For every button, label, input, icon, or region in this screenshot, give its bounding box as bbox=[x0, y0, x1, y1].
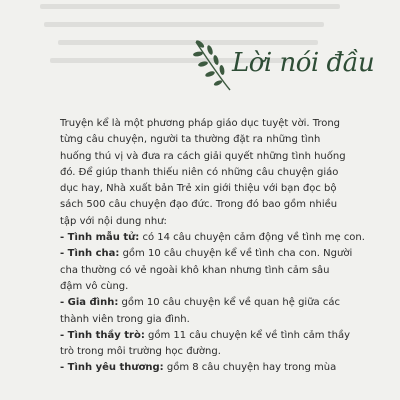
topic-label: - Tình cha: bbox=[60, 248, 120, 260]
text-line: từng câu chuyện, người ta thường đặt ra những tình bbox=[60, 134, 321, 146]
intro-paragraph bbox=[60, 116, 360, 230]
text-line: có 14 câu chuyện cảm động về tình mẹ con. bbox=[139, 232, 365, 244]
topic-item-gia-dinh bbox=[60, 295, 360, 328]
text-line: huống thú vị và đưa ra cách giải quyết những tình huống bbox=[60, 150, 346, 162]
page-title: Lời nói đầu bbox=[232, 48, 375, 78]
text-line: gồm 10 câu chuyện kể về quan hệ giữa các bbox=[118, 297, 340, 309]
page-header bbox=[190, 36, 390, 92]
text-line: đó. Để giúp thanh thiếu niên có những câu chuyện giáo bbox=[60, 166, 339, 178]
text-line: trò trong môi trường học đường. bbox=[60, 346, 221, 358]
text-line: gồm 11 câu chuyện kể về tình cảm thầy bbox=[144, 329, 350, 341]
topic-label: - Tình thầy trò: bbox=[60, 329, 145, 341]
topic-item-tinh-cha bbox=[60, 246, 360, 295]
text-line: dục hay, Nhà xuất bản Trẻ xin giới thiệu với bạn đọc bộ bbox=[60, 183, 337, 195]
text-line: thành viên trong gia đình. bbox=[60, 313, 190, 325]
topic-item-tinh-mau-tu bbox=[60, 230, 365, 246]
text-line: đậm vô cùng. bbox=[60, 280, 129, 292]
text-line: cha thường có vẻ ngoài khô khan nhưng tình cảm sâu bbox=[60, 264, 330, 276]
text-line: tập với nội dung như: bbox=[60, 215, 167, 227]
topic-item-tinh-yeu-thuong bbox=[60, 360, 360, 376]
text-line: Truyện kể là một phương pháp giáo dục tuyệt vời. Trong bbox=[60, 118, 341, 129]
topic-label: - Tình mẫu tử: bbox=[60, 232, 140, 244]
leaf-sprig-icon bbox=[190, 36, 234, 92]
text-line: gồm 10 câu chuyện kể về tình cha con. Người bbox=[119, 248, 353, 260]
topic-label: - Tình yêu thương: bbox=[60, 362, 164, 374]
topic-label: - Gia đình: bbox=[60, 297, 119, 309]
topic-item-tinh-thay-tro bbox=[60, 328, 360, 361]
preface-body bbox=[60, 116, 365, 377]
text-line: sách 500 câu chuyện đạo đức. Trong đó bao gồm nhiều bbox=[60, 199, 338, 211]
text-line: gồm 8 câu chuyện hay trong mùa bbox=[163, 362, 337, 374]
